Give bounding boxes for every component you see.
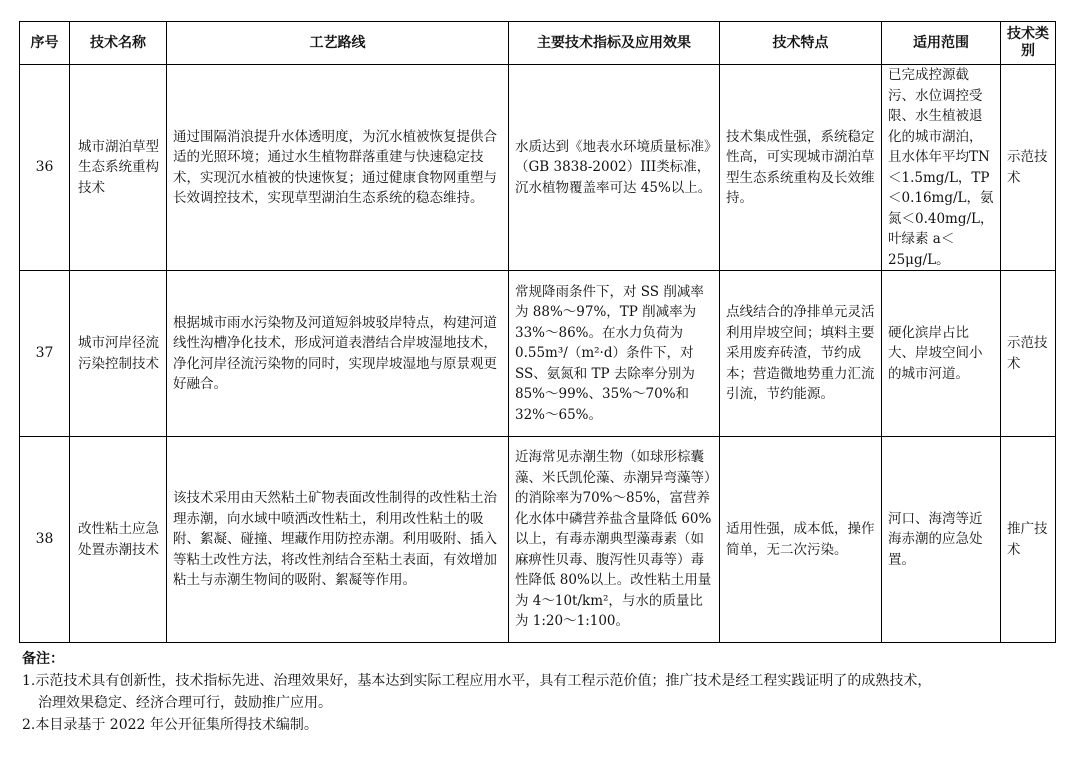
cell-features: 技术集成性强，系统稳定性高，可实现城市湖泊草型生态系统重构及长效维持。 xyxy=(720,65,882,271)
cell-category: 示范技术 xyxy=(1001,65,1056,271)
header-name: 技术名称 xyxy=(70,22,167,65)
table-row xyxy=(20,437,1056,643)
cell-route: 根据城市雨水污染物及河道短斜坡驳岸特点，构建河道线性沟槽净化技术，形成河道表潜结合岸坡湿地技术，净化河岸径流污染物的同时，实现岸坡湿地与原景观更好融合。 xyxy=(167,271,509,437)
cell-name: 城市湖泊草型生态系统重构技术 xyxy=(70,65,167,271)
table-row xyxy=(20,65,1056,271)
cell-seq: 38 xyxy=(20,437,70,643)
cell-route: 通过围隔消浪提升水体透明度，为沉水植被恢复提供合适的光照环境；通过水生植物群落重建与快速稳定技术，实现沉水植被的快速恢复；通过健康食物网重塑与长效调控技术，实现草型湖泊生态系统的稳态维持。 xyxy=(167,65,509,271)
cell-scope: 已完成控源截污、水位调控受限、水生植被退化的城市湖泊，且水体年平均TN＜1.5mg/L，TP＜0.16mg/L，氨氮＜0.40mg/L，叶绿素 a＜25μg/L。 xyxy=(882,65,1001,271)
cell-features: 点线结合的净排单元灵活利用岸坡空间；填料主要采用废弃砖渣，节约成本；营造微地势重力汇流引流，节约能源。 xyxy=(720,271,882,437)
header-features: 技术特点 xyxy=(720,22,882,65)
cell-scope: 河口、海湾等近海赤潮的应急处置。 xyxy=(882,437,1001,643)
note-2: 2.本目录基于 2022 年公开征集所得技术编制。 xyxy=(22,717,318,733)
header-category: 技术类别 xyxy=(1001,22,1056,65)
cell-route: 该技术采用由天然粘土矿物表面改性制得的改性粘土治理赤潮，向水域中喷洒改性粘土，利用改性粘土的吸附、絮凝、碰撞、埋藏作用防控赤潮。利用吸附、插入等粘土改性方法，将改性剂结合至粘土表面，有效增加粘土与赤潮生物间的吸附、絮凝等作用。 xyxy=(167,437,509,643)
header-seq: 序号 xyxy=(20,22,70,65)
cell-category: 推广技术 xyxy=(1001,437,1056,643)
cell-name: 改性粘土应急处置赤潮技术 xyxy=(70,437,167,643)
header-route: 工艺路线 xyxy=(167,22,509,65)
header-indicators: 主要技术指标及应用效果 xyxy=(509,22,720,65)
cell-seq: 36 xyxy=(20,65,70,271)
cell-indicators: 近海常见赤潮生物（如球形棕囊藻、米氏凯伦藻、赤潮异弯藻等）的消除率为70%～85%，富营养化水体中磷营养盐含量降低 60%以上，有毒赤潮典型藻毒素（如麻痹性贝毒、腹泻性贝毒等）毒性降低 80%以上。改性粘土用量为 4～10t/km²，与水的质量比为 1:20～1:100。 xyxy=(509,437,720,643)
header-scope: 适用范围 xyxy=(882,22,1001,65)
cell-indicators: 水质达到《地表水环境质量标准》（GB 3838-2002）III类标准，沉水植物覆盖率可达 45%以上。 xyxy=(509,65,720,271)
cell-seq: 37 xyxy=(20,271,70,437)
note-1-continuation: 治理效果稳定、经济合理可行，鼓励推广应用。 xyxy=(38,695,332,711)
table-header-row xyxy=(20,22,1056,65)
cell-indicators: 常规降雨条件下，对 SS 削减率为 88%～97%，TP 削减率为 33%～86%。在水力负荷为 0.55m³/（m²·d）条件下，对 SS、氨氮和 TP 去除率分别为 85%～99%、35%～70%和 32%～65%。 xyxy=(509,271,720,437)
technology-catalog-table xyxy=(19,21,1056,643)
cell-features: 适用性强，成本低，操作简单，无二次污染。 xyxy=(720,437,882,643)
note-1: 1.示范技术具有创新性，技术指标先进、治理效果好，基本达到实际工程应用水平，具有工程示范价值；推广技术是经工程实践证明了的成熟技术， xyxy=(22,673,932,689)
notes-section xyxy=(22,648,1062,736)
cell-category: 示范技术 xyxy=(1001,271,1056,437)
table-row xyxy=(20,271,1056,437)
cell-name: 城市河岸径流污染控制技术 xyxy=(70,271,167,437)
notes-label: 备注： xyxy=(22,651,64,667)
cell-scope: 硬化滨岸占比大、岸坡空间小的城市河道。 xyxy=(882,271,1001,437)
